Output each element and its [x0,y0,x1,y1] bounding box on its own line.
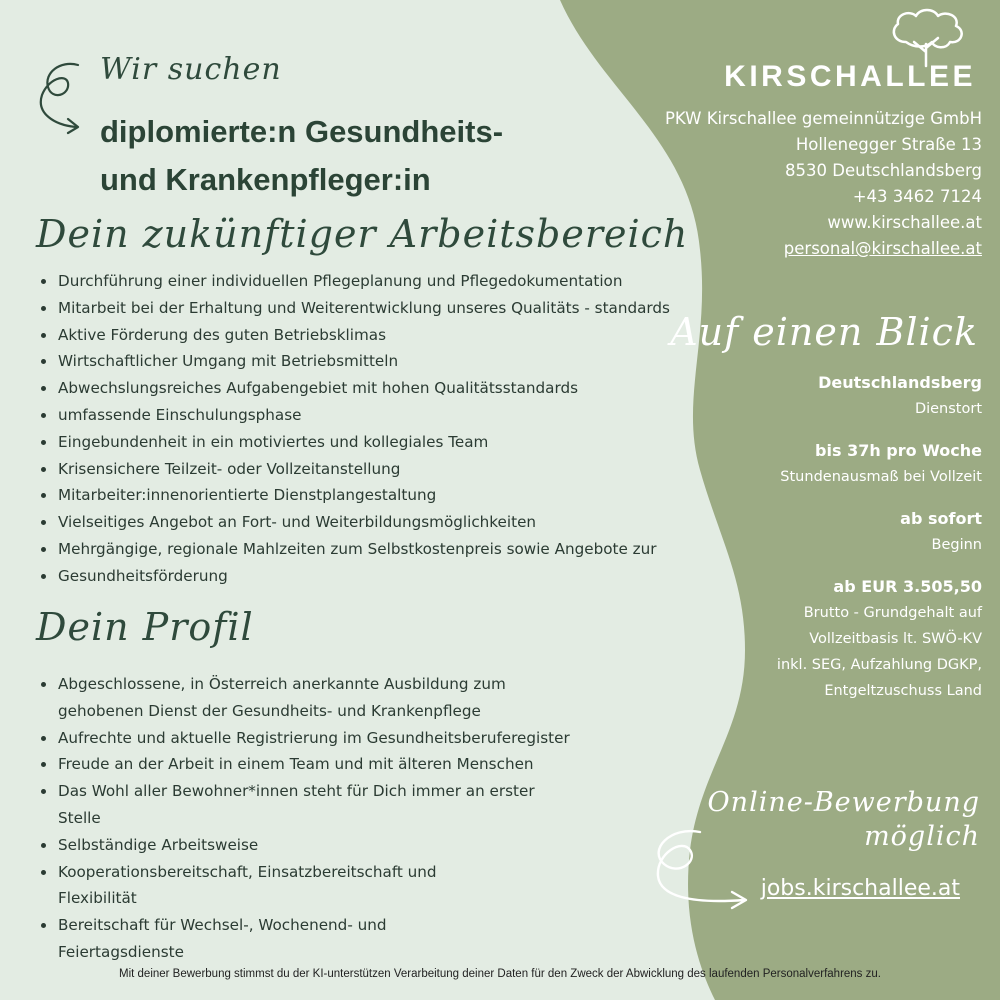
job-title [100,108,620,204]
list-item: Eingebundenheit in ein motiviertes und kollegiales Team [36,429,726,456]
company-website[interactable]: www.kirschallee.at [827,213,982,232]
line-1: Selbständige Arbeitsweise [58,835,259,854]
arbeitsbereich-heading: Dein zukünftiger Arbeitsbereich [36,212,689,256]
line-1: Freude an der Arbeit in einem Team und mit älteren Menschen [58,755,534,774]
curly-arrow-icon [30,55,90,135]
contact-block [665,106,982,262]
line-2: gehobenen Dienst der Gesundheits- und Krankenpflege [58,701,481,720]
list-item [36,725,676,752]
fact-label: Entgeltzuschuss Land [824,683,982,699]
online-heading-line-2: möglich [864,821,980,852]
list-item [36,751,676,778]
company-name: PKW Kirschallee gemeinnützige GmbH [664,109,982,128]
list-item [36,778,676,832]
line-1: Das Wohl aller Bewohner*innen steht für Dich immer an erster [58,782,535,801]
fact-label: Stundenausmaß bei Vollzeit [780,469,982,485]
line-2: Flexibilität [58,889,137,908]
fact-value: bis 37h pro Woche [815,441,982,460]
glance-facts [682,370,982,720]
list-item-continuation [36,563,726,590]
list-item: Mitarbeit bei der Erhaltung und Weiterentwicklung unseres Qualitäts - standards [36,295,726,322]
company-logo: KIRSCHALLEE [724,60,976,93]
fact-label: Vollzeitbasis lt. SWÖ-KV [809,631,982,647]
company-email-link[interactable]: personal@kirschallee.at [783,239,982,258]
line-1: Kooperationsbereitschaft, Einsatzbereitschaft und [58,862,437,881]
list-item: Abwechslungsreiches Aufgabengebiet mit hohen Qualitätsstandards [36,375,726,402]
intro-text: Wir suchen [100,52,282,87]
profil-list [36,671,676,966]
line-2: Stelle [58,808,101,827]
glance-heading: Auf einen Blick [670,310,978,354]
fact-label: Brutto - Grundgehalt auf [803,605,982,621]
line-1: Abgeschlossene, in Österreich anerkannte Ausbildung zum [58,675,506,693]
list-item [36,832,676,859]
job-title-line-2: und Krankenpfleger:in [100,162,431,197]
fact-start [682,506,982,558]
online-heading-line-1: Online-Bewerbung [707,787,980,818]
fact-label: inkl. SEG, Aufzahlung DGKP, [776,657,982,673]
fact-salary [682,574,982,704]
online-application-heading [708,786,980,854]
list-item: Mehrgängige, regionale Mahlzeiten zum Selbstkostenpreis sowie Angebote zur [36,536,726,563]
list-item [36,671,676,725]
job-title-line-1: diplomierte:n Gesundheits- [100,114,504,149]
list-item [36,859,676,913]
line-1: Aufrechte und aktuelle Registrierung im Gesundheitsberuferegister [58,728,570,747]
fact-value: ab EUR 3.505,50 [833,577,982,596]
list-item: umfassende Einschulungsphase [36,402,726,429]
line-2: Feiertagsdienste [58,942,184,961]
list-item: Wirtschaftlicher Umgang mit Betriebsmitteln [36,348,726,375]
fact-label: Dienstort [914,401,982,417]
line-1: Bereitschaft für Wechsel-, Wochenend- und [58,916,387,935]
list-item: Krisensichere Teilzeit- oder Vollzeitanstellung [36,456,726,483]
continuation-text: Gesundheitsförderung [58,566,228,585]
company-street: Hollenegger Straße 13 [795,135,982,154]
company-city: 8530 Deutschlandsberg [785,161,982,180]
list-item: Aktive Förderung des guten Betriebsklimas [36,322,726,349]
fact-value: ab sofort [900,509,982,528]
jobs-link[interactable]: jobs.kirschallee.at [760,876,960,901]
list-item [36,912,676,966]
profil-heading: Dein Profil [36,605,254,649]
tree-icon [884,8,968,68]
fact-location [682,370,982,422]
arbeitsbereich-list [36,268,726,590]
fact-label: Beginn [931,537,982,553]
company-phone: +43 3462 7124 [852,187,982,206]
list-item: Mitarbeiter:innenorientierte Dienstplangestaltung [36,482,726,509]
fact-hours [682,438,982,490]
list-item: Durchführung einer individuellen Pflegeplanung und Pflegedokumentation [36,268,726,295]
fact-value: Deutschlandsberg [818,373,982,392]
consent-footer: Mit deiner Bewerbung stimmst du der KI-unterstützen Verarbeitung deiner Daten für den Zweck der Abwicklung des laufenden Personalverfahrens zu. [119,968,881,980]
list-item: Vielseitiges Angebot an Fort- und Weiterbildungsmöglichkeiten [36,509,726,536]
